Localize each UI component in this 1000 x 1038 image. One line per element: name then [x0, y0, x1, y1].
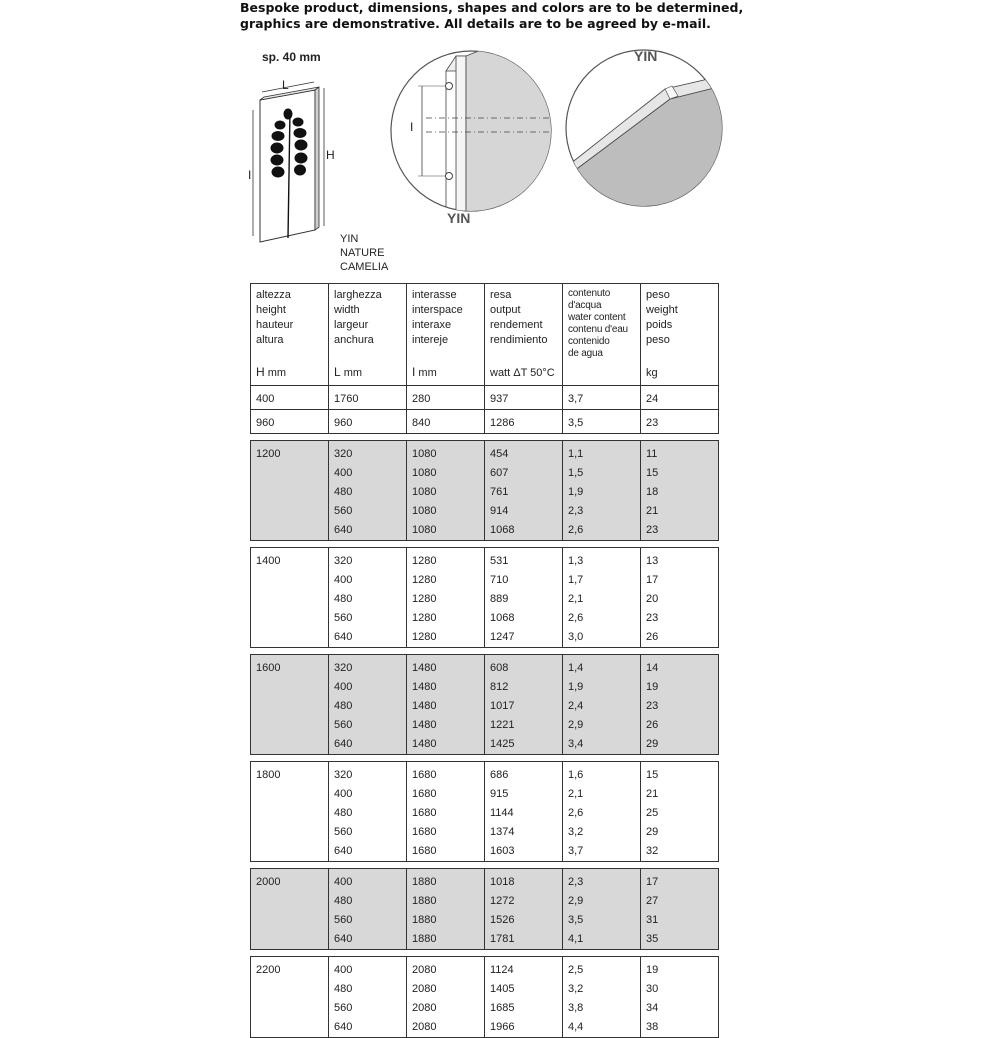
header-line: contenuto	[568, 288, 611, 299]
table-cell: 34	[641, 999, 719, 1018]
table-cell: 1760	[329, 386, 407, 410]
header-unit	[646, 366, 658, 381]
table-row	[251, 785, 719, 804]
table-cell: 18	[641, 483, 719, 502]
table-cell: 1880	[407, 911, 485, 930]
height-cell	[251, 609, 329, 628]
height-cell	[251, 628, 329, 648]
table-cell: 4,1	[563, 930, 641, 950]
header-line: de agua	[568, 348, 603, 359]
table-cell: 1,9	[563, 483, 641, 502]
table-cell: 1,9	[563, 678, 641, 697]
table-row	[251, 842, 719, 862]
column-header	[485, 284, 563, 386]
model-name: YIN	[340, 233, 359, 245]
height-cell: 400	[251, 386, 329, 410]
table-cell: 23	[641, 697, 719, 716]
table-row	[251, 980, 719, 999]
table-cell: 1,1	[563, 441, 641, 465]
table-cell: 30	[641, 980, 719, 999]
height-cell	[251, 571, 329, 590]
table-cell: 1680	[407, 804, 485, 823]
table-cell: 1,5	[563, 464, 641, 483]
table-cell: 1280	[407, 609, 485, 628]
table-row	[251, 464, 719, 483]
notice-line-2: graphics are demonstrative. All details are to be agreed by e-mail.	[240, 16, 711, 31]
table-cell: 2,9	[563, 716, 641, 735]
unit-symbol: L	[334, 365, 341, 379]
table-cell: 686	[485, 762, 563, 786]
height-cell: 1400	[251, 548, 329, 572]
table-cell: 1680	[407, 762, 485, 786]
height-cell	[251, 483, 329, 502]
table-row	[251, 609, 719, 628]
table-row	[251, 548, 719, 572]
column-header	[563, 284, 641, 386]
table-cell: 531	[485, 548, 563, 572]
table-cell: 2,6	[563, 609, 641, 628]
table-cell: 1068	[485, 521, 563, 541]
table-cell: 1680	[407, 842, 485, 862]
table-cell: 1,6	[563, 762, 641, 786]
table-cell: 640	[329, 1018, 407, 1038]
height-cell: 960	[251, 410, 329, 434]
table-cell: 889	[485, 590, 563, 609]
table-cell: 1,3	[563, 548, 641, 572]
detail-title: YIN	[447, 210, 471, 226]
table-cell: 15	[641, 464, 719, 483]
height-cell: 1200	[251, 441, 329, 465]
table-cell: 26	[641, 628, 719, 648]
table-cell: 25	[641, 804, 719, 823]
table-cell: 2080	[407, 999, 485, 1018]
table-cell: 38	[641, 1018, 719, 1038]
table-cell: 19	[641, 678, 719, 697]
table-cell: 320	[329, 762, 407, 786]
height-cell	[251, 785, 329, 804]
model-names	[340, 232, 388, 274]
table-row	[251, 502, 719, 521]
header-line: contenu d'eau	[568, 324, 628, 335]
table-cell: 3,7	[563, 386, 641, 410]
table-cell: 1526	[485, 911, 563, 930]
table-cell: 3,2	[563, 823, 641, 842]
unit-text: mm	[264, 367, 287, 379]
table-cell: 2080	[407, 957, 485, 981]
height-group	[251, 386, 719, 410]
header-line: larghezza	[334, 289, 382, 301]
table-cell: 914	[485, 502, 563, 521]
table-cell: 23	[641, 609, 719, 628]
unit-symbol: H	[256, 365, 265, 379]
table-cell: 1480	[407, 735, 485, 755]
table-cell: 640	[329, 521, 407, 541]
height-cell	[251, 521, 329, 541]
header-line: rendement	[490, 319, 543, 331]
table-cell: 1017	[485, 697, 563, 716]
table-cell: 915	[485, 785, 563, 804]
height-group	[251, 441, 719, 541]
height-cell: 1800	[251, 762, 329, 786]
height-cell	[251, 464, 329, 483]
header-line: d'acqua	[568, 300, 602, 311]
detail-label-i: I	[410, 120, 414, 134]
table-cell: 1880	[407, 869, 485, 893]
table-cell: 560	[329, 716, 407, 735]
table-cell: 480	[329, 697, 407, 716]
table-row	[251, 911, 719, 930]
table-cell: 320	[329, 655, 407, 679]
table-row	[251, 735, 719, 755]
table-cell: 1280	[407, 628, 485, 648]
table-row	[251, 823, 719, 842]
table-cell: 3,5	[563, 410, 641, 434]
table-cell: 23	[641, 410, 719, 434]
column-header	[407, 284, 485, 386]
height-group	[251, 869, 719, 950]
table-cell: 1018	[485, 869, 563, 893]
group-spacer	[251, 755, 719, 762]
table-cell: 1,7	[563, 571, 641, 590]
table-cell: 2,1	[563, 785, 641, 804]
table-cell: 2,6	[563, 804, 641, 823]
table-cell: 1080	[407, 464, 485, 483]
table-cell: 29	[641, 823, 719, 842]
height-cell: 2000	[251, 869, 329, 893]
table-cell: 560	[329, 823, 407, 842]
table-cell: 400	[329, 571, 407, 590]
table-row	[251, 521, 719, 541]
table-cell: 2,9	[563, 892, 641, 911]
table-cell: 640	[329, 628, 407, 648]
table-cell: 480	[329, 892, 407, 911]
header-line: largeur	[334, 319, 369, 331]
table-cell: 3,8	[563, 999, 641, 1018]
table-cell: 1966	[485, 1018, 563, 1038]
height-cell	[251, 716, 329, 735]
table-cell: 21	[641, 502, 719, 521]
specs-table	[250, 283, 719, 1038]
specs-table-wrap	[250, 283, 718, 1038]
table-row	[251, 483, 719, 502]
table-cell: 31	[641, 911, 719, 930]
table-cell: 2,3	[563, 502, 641, 521]
table-cell: 1280	[407, 571, 485, 590]
header-line: peso	[646, 334, 670, 346]
height-cell	[251, 842, 329, 862]
table-cell: 2080	[407, 1018, 485, 1038]
table-cell: 1221	[485, 716, 563, 735]
table-cell: 1880	[407, 930, 485, 950]
table-cell: 960	[329, 410, 407, 434]
table-row	[251, 410, 719, 434]
table-cell: 1374	[485, 823, 563, 842]
header-line: interaxe	[412, 319, 452, 331]
model-name: CAMELIA	[340, 261, 389, 273]
table-row	[251, 678, 719, 697]
table-cell: 1280	[407, 590, 485, 609]
table-cell: 27	[641, 892, 719, 911]
group-spacer	[251, 950, 719, 957]
table-cell: 1680	[407, 785, 485, 804]
height-group	[251, 410, 719, 434]
header-line: width	[334, 304, 360, 316]
table-row	[251, 804, 719, 823]
height-cell	[251, 823, 329, 842]
table-cell: 400	[329, 678, 407, 697]
table-cell: 24	[641, 386, 719, 410]
table-cell: 1124	[485, 957, 563, 981]
unit-symbol: I	[412, 365, 416, 379]
table-cell: 14	[641, 655, 719, 679]
table-cell: 1286	[485, 410, 563, 434]
table-cell: 3,0	[563, 628, 641, 648]
table-cell: 21	[641, 785, 719, 804]
table-cell: 4,4	[563, 1018, 641, 1038]
header-line: weight	[646, 304, 678, 316]
group-spacer	[251, 648, 719, 655]
group-spacer	[251, 541, 719, 548]
header-line: poids	[646, 319, 673, 331]
table-cell: 1080	[407, 502, 485, 521]
table-cell: 3,2	[563, 980, 641, 999]
table-row	[251, 762, 719, 786]
table-cell: 320	[329, 548, 407, 572]
height-cell	[251, 735, 329, 755]
table-cell: 15	[641, 762, 719, 786]
table-row	[251, 590, 719, 609]
column-header	[329, 284, 407, 386]
column-header	[641, 284, 719, 386]
unit-text: watt ΔT 50°C	[490, 367, 555, 379]
table-cell: 1280	[407, 548, 485, 572]
header-line: interasse	[412, 289, 457, 301]
table-cell: 1603	[485, 842, 563, 862]
label-i: I	[248, 168, 252, 182]
header-line: height	[256, 304, 286, 316]
header-line: peso	[646, 289, 670, 301]
height-cell	[251, 892, 329, 911]
header-line: interspace	[412, 304, 463, 316]
table-cell: 29	[641, 735, 719, 755]
table-row	[251, 930, 719, 950]
header-line: water content	[568, 312, 626, 323]
table-row	[251, 628, 719, 648]
height-cell	[251, 590, 329, 609]
header-unit	[490, 366, 555, 381]
table-cell: 3,4	[563, 735, 641, 755]
table-cell: 280	[407, 386, 485, 410]
table-cell: 761	[485, 483, 563, 502]
table-cell: 1068	[485, 609, 563, 628]
group-spacer	[251, 434, 719, 441]
header-unit	[256, 365, 286, 381]
height-group	[251, 548, 719, 648]
notice-line-1: Bespoke product, dimensions, shapes and colors are to be determined,	[240, 0, 744, 15]
table-cell: 1685	[485, 999, 563, 1018]
table-cell: 400	[329, 869, 407, 893]
table-cell: 2,1	[563, 590, 641, 609]
header-row	[251, 284, 719, 386]
table-row	[251, 1018, 719, 1038]
table-cell: 2080	[407, 980, 485, 999]
column-header	[251, 284, 329, 386]
table-cell: 560	[329, 502, 407, 521]
height-group	[251, 655, 719, 755]
table-cell: 13	[641, 548, 719, 572]
table-cell: 937	[485, 386, 563, 410]
table-row	[251, 386, 719, 410]
table-row	[251, 957, 719, 981]
label-l: L	[282, 78, 289, 92]
label-h: H	[326, 148, 335, 162]
table-cell: 710	[485, 571, 563, 590]
header-line: hauteur	[256, 319, 294, 331]
table-cell: 2,3	[563, 869, 641, 893]
table-cell: 3,7	[563, 842, 641, 862]
table-cell: 2,4	[563, 697, 641, 716]
header-line: altura	[256, 334, 284, 346]
height-cell	[251, 911, 329, 930]
height-cell	[251, 1018, 329, 1038]
table-cell: 1080	[407, 441, 485, 465]
table-cell: 1080	[407, 521, 485, 541]
table-cell: 19	[641, 957, 719, 981]
header-line: altezza	[256, 289, 291, 301]
table-cell: 480	[329, 980, 407, 999]
section-detail-circle	[560, 44, 728, 212]
height-cell	[251, 678, 329, 697]
table-row	[251, 697, 719, 716]
table-cell: 480	[329, 483, 407, 502]
table-cell: 1144	[485, 804, 563, 823]
table-cell: 1480	[407, 716, 485, 735]
table-cell: 1680	[407, 823, 485, 842]
height-group	[251, 957, 719, 1038]
table-cell: 11	[641, 441, 719, 465]
table-cell: 3,5	[563, 911, 641, 930]
table-row	[251, 571, 719, 590]
height-cell	[251, 804, 329, 823]
header-line: resa	[490, 289, 512, 301]
table-row	[251, 441, 719, 465]
unit-text: mm	[340, 367, 363, 379]
table-cell: 26	[641, 716, 719, 735]
table-cell: 480	[329, 804, 407, 823]
table-cell: 17	[641, 869, 719, 893]
table-row	[251, 892, 719, 911]
table-cell: 640	[329, 842, 407, 862]
table-cell: 1247	[485, 628, 563, 648]
unit-text: mm	[415, 367, 437, 379]
table-cell: 454	[485, 441, 563, 465]
table-cell: 320	[329, 441, 407, 465]
table-cell: 640	[329, 930, 407, 950]
table-cell: 560	[329, 911, 407, 930]
table-row	[251, 716, 719, 735]
table-cell: 560	[329, 609, 407, 628]
table-cell: 23	[641, 521, 719, 541]
table-cell: 840	[407, 410, 485, 434]
header-line: output	[490, 304, 521, 316]
table-row	[251, 999, 719, 1018]
table-cell: 1880	[407, 892, 485, 911]
table-cell: 2,5	[563, 957, 641, 981]
height-cell: 2200	[251, 957, 329, 981]
table-cell: 560	[329, 999, 407, 1018]
table-cell: 1480	[407, 655, 485, 679]
table-cell: 1,4	[563, 655, 641, 679]
table-cell: 32	[641, 842, 719, 862]
model-name: NATURE	[340, 247, 385, 259]
height-cell: 1600	[251, 655, 329, 679]
table-cell: 35	[641, 930, 719, 950]
header-line: anchura	[334, 334, 374, 346]
header-line: intereje	[412, 334, 449, 346]
bespoke-notice	[240, 0, 760, 32]
table-cell: 1781	[485, 930, 563, 950]
height-cell	[251, 999, 329, 1018]
table-row	[251, 869, 719, 893]
height-cell	[251, 502, 329, 521]
height-cell	[251, 930, 329, 950]
table-cell: 1272	[485, 892, 563, 911]
table-cell: 1405	[485, 980, 563, 999]
height-cell	[251, 980, 329, 999]
table-cell: 812	[485, 678, 563, 697]
header-unit	[334, 365, 362, 381]
table-cell: 608	[485, 655, 563, 679]
section-title: YIN	[634, 48, 658, 64]
height-cell	[251, 697, 329, 716]
table-cell: 17	[641, 571, 719, 590]
height-group	[251, 762, 719, 862]
table-cell: 1080	[407, 483, 485, 502]
table-cell: 607	[485, 464, 563, 483]
table-cell: 480	[329, 590, 407, 609]
thickness-label: sp. 40 mm	[262, 50, 321, 64]
header-line: rendimiento	[490, 334, 548, 346]
table-cell: 2,6	[563, 521, 641, 541]
table-cell: 1425	[485, 735, 563, 755]
table-cell: 20	[641, 590, 719, 609]
table-cell: 1480	[407, 697, 485, 716]
table-cell: 400	[329, 785, 407, 804]
header-unit	[412, 365, 437, 381]
table-cell: 1480	[407, 678, 485, 697]
table-cell: 640	[329, 735, 407, 755]
table-cell: 400	[329, 957, 407, 981]
group-spacer	[251, 862, 719, 869]
table-row	[251, 655, 719, 679]
unit-text: kg	[646, 367, 658, 379]
table-cell: 400	[329, 464, 407, 483]
header-line: contenido	[568, 336, 610, 347]
